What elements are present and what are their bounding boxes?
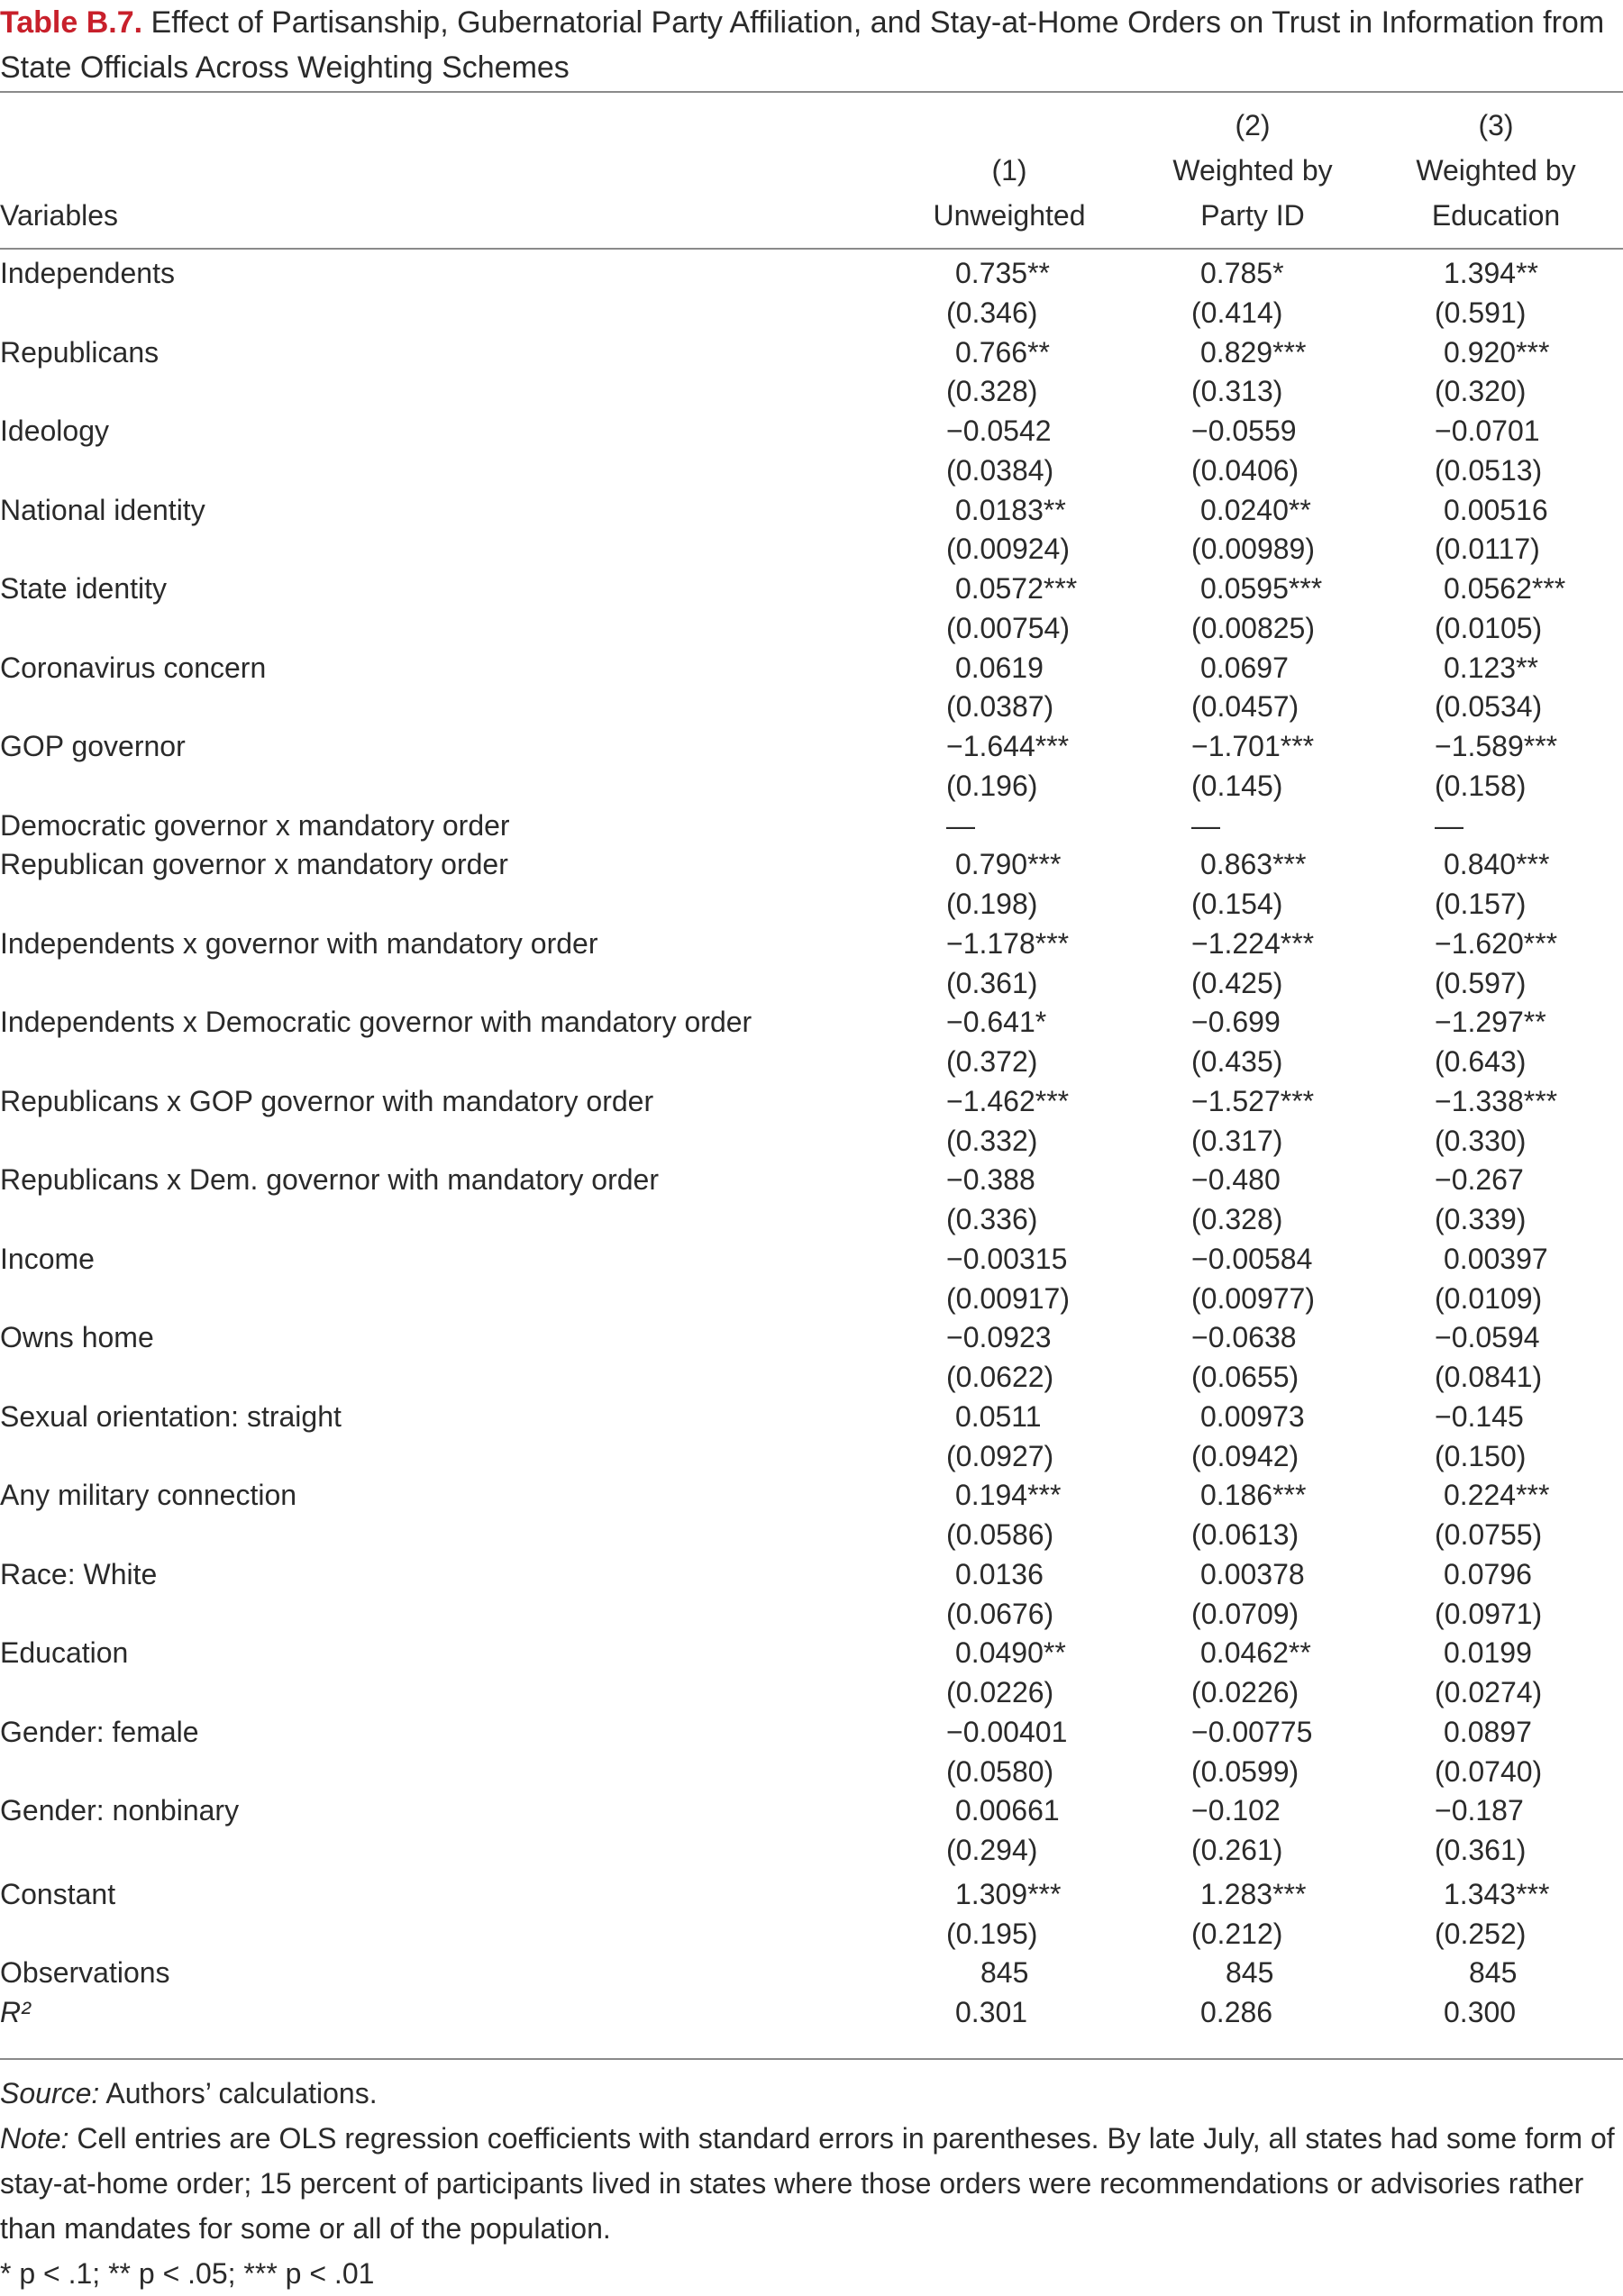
stderr-line bbox=[0, 451, 1623, 491]
stderr-col3: (0.339) bbox=[1435, 1203, 1527, 1235]
coef-col1: −1.462*** bbox=[946, 1084, 1070, 1117]
stderr-col2: (0.414) bbox=[1191, 296, 1283, 329]
row-label: Republicans x GOP governor with mandatory order bbox=[0, 1084, 654, 1117]
row-label: Any military connection bbox=[0, 1479, 297, 1512]
coef-col2: 0.785* bbox=[1200, 257, 1284, 289]
stderr-line bbox=[0, 885, 1623, 925]
coef-col1: 845 bbox=[980, 1956, 1029, 1990]
stderr-col1: (0.00754) bbox=[946, 611, 1070, 644]
stderr-col3: (0.0971) bbox=[1435, 1597, 1543, 1630]
coef-col1: 0.766** bbox=[955, 335, 1050, 369]
stderr-col3: (0.591) bbox=[1435, 296, 1527, 329]
header-variables: Variables bbox=[0, 199, 119, 232]
table-row bbox=[0, 845, 1623, 925]
row-label: Republican governor x mandatory order bbox=[0, 848, 508, 881]
stderr-line bbox=[0, 1437, 1623, 1477]
coef-col3: −1.589*** bbox=[1435, 730, 1558, 762]
note-line: Note: Cell entries are OLS regression coefficients with standard errors in parentheses. By late July, all states had some form of stay-at-home order; 15 percent of participants lived in states where those orders were recommendations or advisories rather than mandates for some or all of the population. bbox=[0, 2122, 1615, 2245]
table-body bbox=[0, 254, 1623, 2033]
coefficient-line bbox=[0, 569, 1623, 609]
stderr-col3: (0.0274) bbox=[1435, 1676, 1543, 1708]
table-row bbox=[0, 1082, 1623, 1162]
stderr-line bbox=[0, 1915, 1623, 1954]
header-col3-num: (3) bbox=[1478, 109, 1514, 141]
table-row bbox=[0, 1398, 1623, 1477]
coef-col2: 0.00378 bbox=[1200, 1557, 1305, 1590]
coef-col1: 0.194*** bbox=[955, 1479, 1062, 1512]
stderr-col1: (0.0927) bbox=[946, 1439, 1054, 1472]
coef-col2: — bbox=[1191, 808, 1220, 842]
coef-col2: −0.0638 bbox=[1191, 1321, 1297, 1354]
row-label: Republicans bbox=[0, 335, 160, 369]
coefficient-line bbox=[0, 727, 1623, 767]
header-col3-name1: Weighted by bbox=[1416, 154, 1576, 187]
row-label: Constant bbox=[0, 1877, 116, 1910]
row-label: Observations bbox=[0, 1956, 170, 1990]
coef-col1: 0.0136 bbox=[955, 1557, 1044, 1590]
table-row bbox=[0, 649, 1623, 728]
stderr-col3: (0.252) bbox=[1435, 1917, 1527, 1950]
stderr-line bbox=[0, 688, 1623, 727]
stderr-col1: (0.0586) bbox=[946, 1518, 1054, 1551]
table-row bbox=[0, 333, 1623, 413]
header-col2-name2: Party ID bbox=[1200, 199, 1305, 232]
stderr-col1: (0.361) bbox=[946, 966, 1038, 999]
stderr-col2: (0.261) bbox=[1191, 1834, 1283, 1866]
coef-col2: 845 bbox=[1226, 1956, 1274, 1990]
stderr-line bbox=[0, 1122, 1623, 1162]
coef-col3: 0.0562*** bbox=[1444, 572, 1566, 605]
stderr-line bbox=[0, 1831, 1623, 1871]
coef-col2: 0.0462** bbox=[1200, 1636, 1311, 1670]
coef-col3: — bbox=[1435, 808, 1463, 842]
coefficient-line bbox=[0, 1318, 1623, 1358]
table-row bbox=[0, 1791, 1623, 1871]
stderr-line bbox=[0, 964, 1623, 1004]
stderr-col3: (0.0534) bbox=[1435, 690, 1543, 724]
table-caption bbox=[0, 0, 1618, 90]
coef-col3: 0.00516 bbox=[1444, 493, 1548, 526]
stderr-col1: (0.346) bbox=[946, 296, 1038, 329]
coef-col3: 845 bbox=[1469, 1956, 1518, 1990]
stderr-line bbox=[0, 530, 1623, 569]
coef-col1: −0.00315 bbox=[946, 1242, 1068, 1275]
row-label: Democratic governor x mandatory order bbox=[0, 808, 510, 842]
stderr-col3: (0.0755) bbox=[1435, 1518, 1543, 1551]
stderr-col1: (0.372) bbox=[946, 1045, 1038, 1078]
row-label: State identity bbox=[0, 572, 167, 605]
stderr-line bbox=[0, 1043, 1623, 1082]
coef-col1: 0.00661 bbox=[955, 1794, 1060, 1827]
stderr-col2: (0.317) bbox=[1191, 1124, 1283, 1157]
row-label: Gender: female bbox=[0, 1715, 199, 1748]
coef-col2: 0.0240** bbox=[1200, 493, 1311, 526]
row-label: GOP governor bbox=[0, 730, 186, 762]
stderr-col1: (0.195) bbox=[946, 1917, 1038, 1950]
stderr-line bbox=[0, 1358, 1623, 1398]
coef-col1: 0.735** bbox=[955, 257, 1050, 289]
coef-col3: 1.394** bbox=[1444, 257, 1538, 289]
coefficient-line bbox=[0, 806, 1623, 846]
stderr-col3: (0.330) bbox=[1435, 1124, 1527, 1157]
coef-col2: −1.527*** bbox=[1191, 1084, 1315, 1117]
coef-col2: 0.186*** bbox=[1200, 1479, 1307, 1512]
table-row bbox=[0, 491, 1623, 570]
stderr-col2: (0.0226) bbox=[1191, 1676, 1299, 1708]
stderr-col2: (0.0655) bbox=[1191, 1361, 1299, 1393]
stderr-col3: (0.150) bbox=[1435, 1439, 1527, 1472]
coef-col1: 0.0511 bbox=[955, 1399, 1042, 1433]
stderr-col1: (0.332) bbox=[946, 1124, 1038, 1157]
coefficient-line bbox=[0, 1398, 1623, 1437]
row-label: Independents x Democratic governor with mandatory order bbox=[0, 1006, 752, 1039]
row-label: Owns home bbox=[0, 1321, 154, 1354]
coef-col3: 0.0897 bbox=[1444, 1715, 1532, 1748]
stderr-col3: (0.0109) bbox=[1435, 1281, 1543, 1315]
table-row bbox=[0, 1161, 1623, 1240]
stderr-line bbox=[0, 1280, 1623, 1319]
table-row bbox=[0, 1875, 1623, 1954]
row-label: Sexual orientation: straight bbox=[0, 1399, 342, 1433]
table-row bbox=[0, 925, 1623, 1004]
coef-col1: 0.790*** bbox=[955, 848, 1062, 881]
header-col2-name1: Weighted by bbox=[1172, 154, 1333, 187]
coefficient-line bbox=[0, 254, 1623, 294]
coefficient-line bbox=[0, 649, 1623, 688]
source-line: Source: Authors’ calculations. bbox=[0, 2077, 378, 2109]
stderr-col3: (0.157) bbox=[1435, 888, 1527, 920]
table-row bbox=[0, 1713, 1623, 1792]
row-label: Coronavirus concern bbox=[0, 651, 267, 684]
top-rule bbox=[0, 91, 1623, 93]
stderr-col1: (0.0622) bbox=[946, 1361, 1054, 1393]
coef-col2: 1.283*** bbox=[1200, 1877, 1307, 1910]
coefficient-line bbox=[0, 1003, 1623, 1043]
coef-col2: −0.00584 bbox=[1191, 1242, 1313, 1275]
stderr-line bbox=[0, 767, 1623, 806]
stderr-col1: (0.00917) bbox=[946, 1281, 1070, 1315]
coefficient-line bbox=[0, 1555, 1623, 1595]
coef-col2: −0.102 bbox=[1191, 1794, 1281, 1827]
coef-col2: −0.699 bbox=[1191, 1006, 1281, 1039]
stderr-col2: (0.154) bbox=[1191, 888, 1283, 920]
stderr-col3: (0.0105) bbox=[1435, 611, 1543, 644]
coef-col1: −0.388 bbox=[946, 1163, 1035, 1197]
coef-col2: 0.829*** bbox=[1200, 335, 1307, 369]
stderr-col3: (0.597) bbox=[1435, 966, 1527, 999]
coefficient-line bbox=[0, 412, 1623, 451]
coef-col3: 0.920*** bbox=[1444, 335, 1550, 369]
table-row bbox=[0, 1993, 1623, 2033]
coefficient-line bbox=[0, 1993, 1623, 2033]
row-label: R² bbox=[0, 1996, 31, 2028]
stderr-col2: (0.0613) bbox=[1191, 1518, 1299, 1551]
coef-col1: 0.301 bbox=[955, 1996, 1028, 2028]
coef-col1: 1.309*** bbox=[955, 1877, 1062, 1910]
table-row bbox=[0, 727, 1623, 806]
coef-col3: −0.145 bbox=[1435, 1399, 1524, 1433]
row-label: National identity bbox=[0, 493, 205, 526]
coefficient-line bbox=[0, 1161, 1623, 1200]
coefficient-line bbox=[0, 845, 1623, 885]
stderr-col1: (0.0384) bbox=[946, 453, 1054, 487]
stderr-col2: (0.0942) bbox=[1191, 1439, 1299, 1472]
coef-col3: −0.267 bbox=[1435, 1163, 1524, 1197]
stderr-col2: (0.212) bbox=[1191, 1917, 1283, 1950]
stderr-col1: (0.0580) bbox=[946, 1754, 1054, 1788]
coef-col2: −0.00775 bbox=[1191, 1715, 1313, 1748]
coef-col3: −1.297** bbox=[1435, 1006, 1546, 1039]
table-number: Table B.7. bbox=[0, 5, 143, 40]
coef-col1: −1.644*** bbox=[946, 730, 1070, 762]
coef-col2: 0.0595*** bbox=[1200, 572, 1323, 605]
stderr-line bbox=[0, 1595, 1623, 1635]
coef-col2: 0.286 bbox=[1200, 1996, 1273, 2028]
table-footer bbox=[0, 2071, 1618, 2296]
stderr-col1: (0.00924) bbox=[946, 533, 1070, 566]
coef-col2: −0.0559 bbox=[1191, 415, 1297, 447]
table-row bbox=[0, 1634, 1623, 1713]
stderr-col2: (0.0406) bbox=[1191, 453, 1299, 487]
row-label: Race: White bbox=[0, 1557, 158, 1590]
stderr-col2: (0.00977) bbox=[1191, 1281, 1315, 1315]
table-row bbox=[0, 806, 1623, 846]
stderr-col3: (0.158) bbox=[1435, 769, 1527, 802]
header-rule bbox=[0, 248, 1623, 250]
stderr-col1: (0.328) bbox=[946, 375, 1038, 408]
coef-col3: 0.00397 bbox=[1444, 1242, 1548, 1275]
stderr-col3: (0.0513) bbox=[1435, 453, 1543, 487]
stderr-col2: (0.435) bbox=[1191, 1045, 1283, 1078]
stderr-line bbox=[0, 1200, 1623, 1240]
coefficient-line bbox=[0, 333, 1623, 373]
coef-col2: −1.701*** bbox=[1191, 730, 1315, 762]
coefficient-line bbox=[0, 491, 1623, 531]
stderr-col2: (0.145) bbox=[1191, 769, 1283, 802]
table-row bbox=[0, 1954, 1623, 1993]
coefficient-line bbox=[0, 1875, 1623, 1915]
coef-col3: −0.0594 bbox=[1435, 1321, 1540, 1354]
coef-col1: −0.0542 bbox=[946, 415, 1052, 447]
stderr-col3: (0.320) bbox=[1435, 375, 1527, 408]
row-label: Gender: nonbinary bbox=[0, 1794, 240, 1827]
stderr-col1: (0.198) bbox=[946, 888, 1038, 920]
header-col3-name2: Education bbox=[1431, 199, 1561, 232]
row-label: Education bbox=[0, 1636, 129, 1670]
significance-note: * p < .1; ** p < .05; *** p < .01 bbox=[0, 2257, 375, 2290]
bottom-rule bbox=[0, 2058, 1623, 2060]
coefficient-line bbox=[0, 1954, 1623, 1993]
coef-col2: −1.224*** bbox=[1191, 926, 1315, 960]
coef-col1: 0.0572*** bbox=[955, 572, 1078, 605]
coef-col3: 0.224*** bbox=[1444, 1479, 1550, 1512]
stderr-col1: (0.336) bbox=[946, 1203, 1038, 1235]
stderr-col1: (0.0387) bbox=[946, 690, 1054, 724]
coef-col3: −1.620*** bbox=[1435, 926, 1558, 960]
coef-col3: −1.338*** bbox=[1435, 1084, 1558, 1117]
row-label: Independents x governor with mandatory order bbox=[0, 926, 598, 960]
coef-col1: −0.641* bbox=[946, 1006, 1047, 1039]
stderr-line bbox=[0, 372, 1623, 412]
stderr-col3: (0.0841) bbox=[1435, 1361, 1543, 1393]
stderr-line bbox=[0, 1753, 1623, 1792]
coefficient-line bbox=[0, 1476, 1623, 1516]
coef-col3: −0.0701 bbox=[1435, 415, 1540, 447]
coef-col3: 0.0199 bbox=[1444, 1636, 1532, 1670]
table-row bbox=[0, 1555, 1623, 1635]
coefficient-line bbox=[0, 1240, 1623, 1280]
row-label: Independents bbox=[0, 257, 175, 289]
coef-col1: 0.0183** bbox=[955, 493, 1066, 526]
coef-col1: — bbox=[946, 808, 975, 842]
stderr-line bbox=[0, 609, 1623, 649]
coef-col3: 0.123** bbox=[1444, 651, 1538, 684]
stderr-line bbox=[0, 1673, 1623, 1713]
stderr-col1: (0.294) bbox=[946, 1834, 1038, 1866]
coef-col3: 0.0796 bbox=[1444, 1557, 1532, 1590]
coef-col1: −0.0923 bbox=[946, 1321, 1052, 1354]
coef-col1: −1.178*** bbox=[946, 926, 1070, 960]
stderr-col2: (0.328) bbox=[1191, 1203, 1283, 1235]
coef-col2: 0.863*** bbox=[1200, 848, 1307, 881]
stderr-line bbox=[0, 1516, 1623, 1555]
coefficient-line bbox=[0, 1082, 1623, 1122]
stderr-col1: (0.0676) bbox=[946, 1597, 1054, 1630]
stderr-line bbox=[0, 294, 1623, 333]
coef-col1: −0.00401 bbox=[946, 1715, 1068, 1748]
table-row bbox=[0, 569, 1623, 649]
stderr-col2: (0.313) bbox=[1191, 375, 1283, 408]
stderr-col3: (0.361) bbox=[1435, 1834, 1527, 1866]
stderr-col1: (0.0226) bbox=[946, 1676, 1054, 1708]
coef-col1: 0.0619 bbox=[955, 651, 1044, 684]
stderr-col2: (0.425) bbox=[1191, 966, 1283, 999]
stderr-col3: (0.0740) bbox=[1435, 1754, 1543, 1788]
coef-col3: 0.840*** bbox=[1444, 848, 1550, 881]
coef-col2: −0.480 bbox=[1191, 1163, 1281, 1197]
stderr-col2: (0.0599) bbox=[1191, 1754, 1299, 1788]
table-row bbox=[0, 1318, 1623, 1398]
coef-col3: −0.187 bbox=[1435, 1794, 1524, 1827]
stderr-col3: (0.0117) bbox=[1435, 533, 1540, 566]
stderr-col3: (0.643) bbox=[1435, 1045, 1527, 1078]
row-label: Republicans x Dem. governor with mandatory order bbox=[0, 1163, 659, 1197]
row-label: Ideology bbox=[0, 415, 109, 447]
stderr-col2: (0.0709) bbox=[1191, 1597, 1299, 1630]
coef-col2: 0.00973 bbox=[1200, 1399, 1305, 1433]
stderr-col1: (0.196) bbox=[946, 769, 1038, 802]
stderr-col2: (0.00825) bbox=[1191, 611, 1315, 644]
table-row bbox=[0, 412, 1623, 491]
table-title: Effect of Partisanship, Gubernatorial Party Affiliation, and Stay-at-Home Orders on Trust in Information from State Officials Across Weighting Schemes bbox=[0, 5, 1605, 85]
row-label: Income bbox=[0, 1242, 95, 1275]
table-row bbox=[0, 1003, 1623, 1082]
stderr-col2: (0.0457) bbox=[1191, 690, 1299, 724]
coefficient-line bbox=[0, 1634, 1623, 1673]
coefficient-line bbox=[0, 1713, 1623, 1753]
coef-col3: 0.300 bbox=[1444, 1996, 1517, 2028]
coef-col1: 0.0490** bbox=[955, 1636, 1066, 1670]
coef-col3: 1.343*** bbox=[1444, 1877, 1550, 1910]
coefficient-line bbox=[0, 1791, 1623, 1831]
stderr-col2: (0.00989) bbox=[1191, 533, 1315, 566]
header-col1-name: Unweighted bbox=[933, 199, 1086, 232]
table-row bbox=[0, 1476, 1623, 1555]
header-col2-num: (2) bbox=[1235, 109, 1271, 141]
coef-col2: 0.0697 bbox=[1200, 651, 1289, 684]
header-col1-num: (1) bbox=[991, 154, 1027, 187]
coefficient-line bbox=[0, 925, 1623, 964]
table-row bbox=[0, 1240, 1623, 1319]
table-row bbox=[0, 254, 1623, 333]
